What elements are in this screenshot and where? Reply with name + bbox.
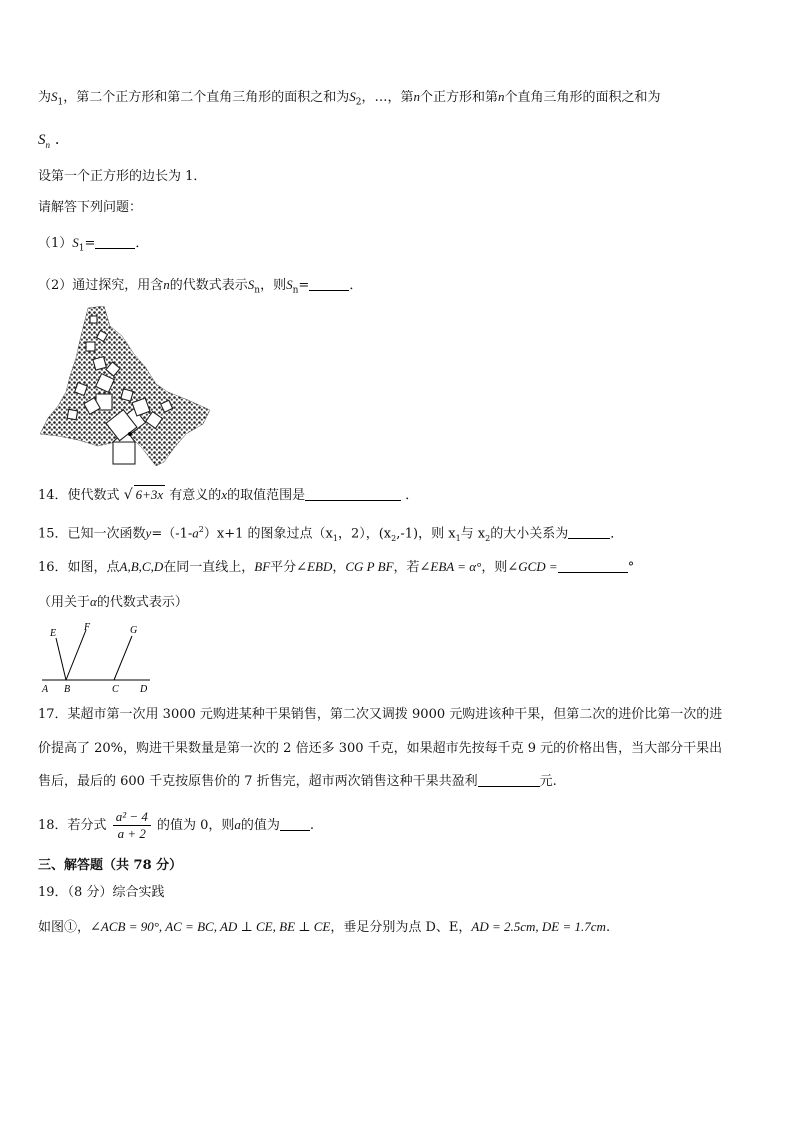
text-line-sn: $S_n$ . [38,130,60,150]
problem-19-text: 如图①，∠ACB = 90°, AC = BC, AD ⊥ CE, BE ⊥ CE，垂足分别为点 D、E，AD = 2.5cm, DE = 1.7cm. [38,919,611,935]
problem-17-line-3: 售后，最后的 600 千克按原售价的 7 折售完，超市两次销售这种干果共盈利 元. [38,774,557,789]
problem-14: 14．使代数式 √ 6+3x 有意义的x的取值范围是 ． [38,487,419,503]
label-B: B [64,684,71,695]
angle-figure-16 [38,620,158,698]
text-questions: 请解答下列问题： [38,200,143,215]
text-side-length: 设第一个正方形的边长为 1． [38,169,207,184]
answer-blank-q1[interactable] [95,234,135,249]
question-2: （2）通过探究，用含n的代数式表示$S_n$，则$S_n=$ ． [38,277,363,296]
answer-blank-18[interactable] [280,816,310,831]
problem-19-title: 19．（8 分）综合实践 [38,885,165,900]
answer-blank-q2[interactable] [309,276,349,291]
label-D: D [140,684,148,695]
label-A: A [42,684,49,695]
answer-blank-17[interactable] [478,772,540,787]
label-E: E [50,628,57,639]
question-1: $(1)S_1=$ ． [38,235,149,254]
text-line-1: 为$S_1$，第二个正方形和第二个直角三角形的面积之和为$S_2$，…，第n个正方形和第n个直角三角形的面积之和为 [38,89,661,108]
problem-16-note: （用关于α的代数式表示） [38,594,188,610]
label-G: G [130,625,138,636]
problem-17-line-2: 价提高了 20%，购进干果数量是第一次的 2 倍还多 300 千克，如果超市先按每千克 9 元的价格出售，当大部分干果出 [38,741,723,756]
problem-15: 15．已知一次函数$y=(-1-a^2)x+1$ 的图象过点（$x_1$，2），$(x_2,-1)$，则 $x_1$与 $x_2$的大小关系为 ． [38,525,624,543]
label-F: F [84,622,91,633]
problem-17-line-1: 17．某超市第一次用 3000 元购进某种干果销售，第二次又调拨 9000 元购进该种干果，但第二次的进价比第一次的进 [38,707,723,722]
answer-blank-16[interactable] [558,558,628,573]
pythagoras-tree-figure [38,306,213,466]
problem-16: 16．如图，点A,B,C,D在同一直线上，BF平分∠EBD，CG P BF，若∠EBA = α°，则∠GCD = ° [38,559,635,575]
label-C: C [112,684,119,695]
section-3-heading: 三、解答题（共 78 分） [38,858,183,873]
fraction: $\frac{\text{a² − 4}}{a + 2}$ [113,809,151,842]
problem-18: 18．若分式 $\frac{\text{a² − 4}}{a + 2}$ 的值为 0，则a的值为 . [38,809,315,841]
answer-blank-14[interactable] [305,486,401,501]
answer-blank-15[interactable] [568,524,610,539]
